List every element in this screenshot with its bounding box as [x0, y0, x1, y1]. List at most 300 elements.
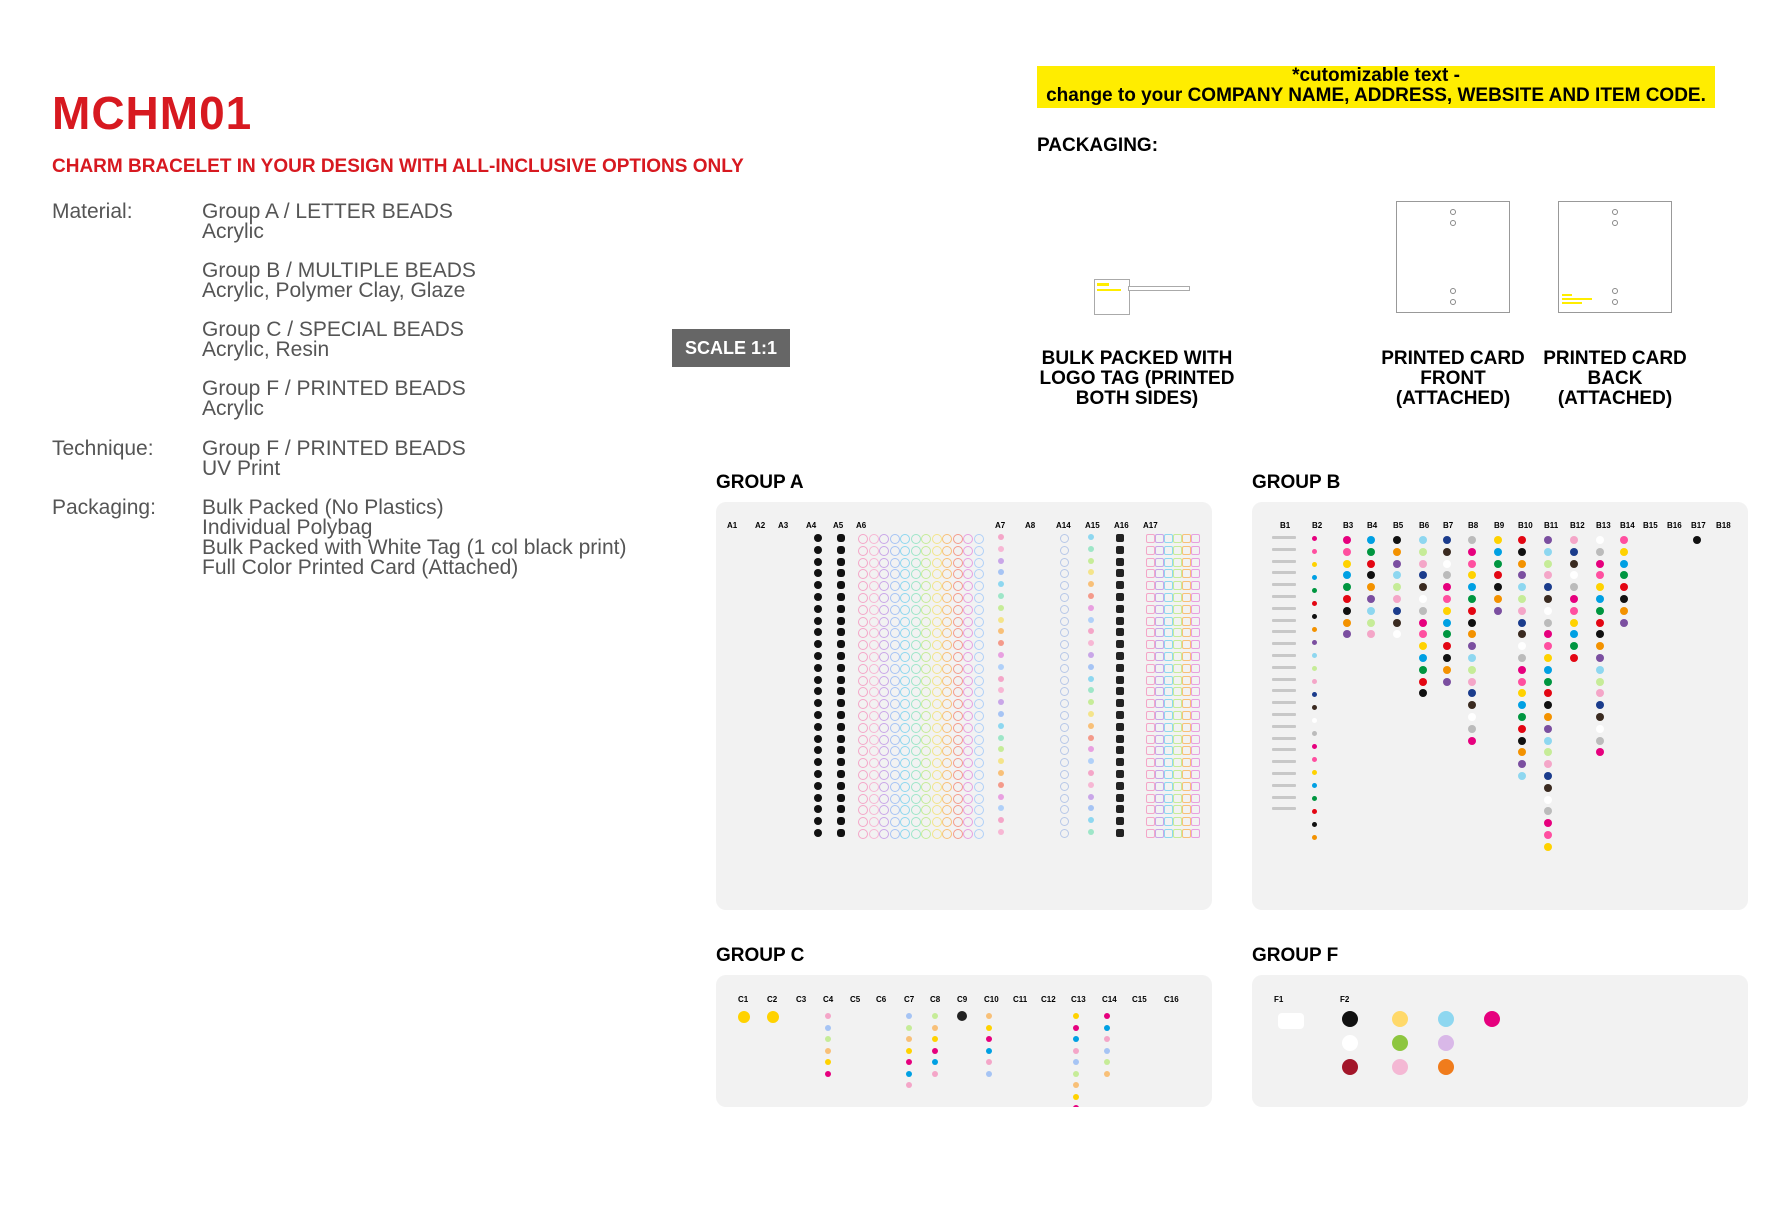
bead-swatch: [879, 640, 889, 650]
bead-swatch: [1155, 805, 1164, 814]
bead-swatch: [837, 805, 845, 813]
bead-swatch: [879, 534, 889, 544]
bead-swatch: [1173, 628, 1182, 637]
bead-swatch: [932, 794, 942, 804]
bead-swatch: [1146, 805, 1155, 814]
product-subtitle: CHARM BRACELET IN YOUR DESIGN WITH ALL-INCLUSIVE OPTIONS ONLY: [52, 156, 744, 177]
bead-swatch: [1155, 829, 1164, 838]
bead-swatch: [1272, 678, 1296, 681]
bead-swatch: [911, 534, 921, 544]
bead-swatch: [1182, 699, 1191, 708]
bead-swatch: [1443, 583, 1451, 591]
bead-swatch: [998, 581, 1004, 587]
column-header: C15: [1132, 995, 1147, 1004]
bead-swatch: [1468, 642, 1476, 650]
bead-swatch: [858, 829, 868, 839]
bead-swatch: [911, 735, 921, 745]
material-group-c-name: Group C / SPECIAL BEADS: [202, 318, 464, 341]
bead-swatch: [963, 817, 973, 827]
bead-swatch: [1620, 619, 1628, 627]
bead-swatch: [1518, 571, 1526, 579]
bead-swatch: [900, 794, 910, 804]
bead-swatch: [1182, 652, 1191, 661]
bead-swatch: [911, 758, 921, 768]
column-header: A8: [1025, 521, 1036, 530]
bead-swatch: [837, 558, 845, 566]
bead-swatch: [932, 782, 942, 792]
bead-swatch: [1312, 705, 1317, 710]
bead-swatch: [1544, 607, 1552, 615]
bead-swatch: [1173, 558, 1182, 567]
bead-swatch: [974, 735, 984, 745]
bead-swatch: [1060, 652, 1069, 661]
bead-swatch: [1060, 735, 1069, 744]
bead-swatch: [869, 782, 879, 792]
bead-swatch: [1518, 725, 1526, 733]
bead-swatch: [1544, 642, 1552, 650]
bead-swatch: [1191, 770, 1200, 779]
bead-swatch: [1367, 595, 1375, 603]
bead-swatch: [1164, 581, 1173, 590]
material-group-f: [202, 379, 466, 419]
bead-swatch: [1544, 571, 1552, 579]
bead-swatch: [1393, 619, 1401, 627]
logo-tag-illustration: [1094, 277, 1190, 315]
bead-swatch: [1312, 770, 1317, 775]
bead-swatch: [1088, 746, 1094, 752]
bead-swatch: [1620, 583, 1628, 591]
bead-swatch: [1073, 1059, 1079, 1065]
bead-swatch: [1073, 1036, 1079, 1042]
group-f-panel: [1252, 975, 1748, 1107]
bead-swatch: [900, 617, 910, 627]
bead-swatch: [1060, 664, 1069, 673]
bead-swatch: [814, 628, 822, 636]
bead-swatch: [1182, 794, 1191, 803]
bead-swatch: [942, 652, 952, 662]
bead-swatch: [986, 1036, 992, 1042]
bead-swatch: [911, 593, 921, 603]
printed-card-front: [1396, 201, 1510, 313]
bead-swatch: [900, 758, 910, 768]
bead-swatch: [1570, 571, 1578, 579]
bead-swatch: [1544, 713, 1552, 721]
bead-swatch: [1570, 654, 1578, 662]
bead-swatch: [1272, 583, 1296, 586]
material-group-c: [202, 320, 464, 360]
bead-swatch: [953, 593, 963, 603]
bead-swatch: [1596, 642, 1604, 650]
bead-swatch: [1570, 642, 1578, 650]
bead-swatch: [998, 758, 1004, 764]
bead-swatch: [1518, 666, 1526, 674]
bead-swatch: [921, 711, 931, 721]
card-print-mark: [1562, 294, 1572, 296]
bead-swatch: [1518, 630, 1526, 638]
bead-swatch: [911, 652, 921, 662]
bead-swatch: [869, 617, 879, 627]
bead-swatch: [1182, 676, 1191, 685]
column-header: A16: [1114, 521, 1129, 530]
bead-swatch: [869, 829, 879, 839]
bead-swatch: [825, 1059, 831, 1065]
bead-swatch: [1088, 546, 1094, 552]
bead-swatch: [1146, 794, 1155, 803]
bead-swatch: [998, 817, 1004, 823]
bead-swatch: [953, 817, 963, 827]
column-header: C16: [1164, 995, 1179, 1004]
bead-swatch: [1312, 757, 1317, 762]
bead-swatch: [1060, 711, 1069, 720]
bead-swatch: [1116, 746, 1124, 754]
bead-swatch: [1191, 605, 1200, 614]
bead-swatch: [1392, 1059, 1408, 1075]
bead-swatch: [1620, 595, 1628, 603]
bead-swatch: [1060, 581, 1069, 590]
card-hole: [1612, 288, 1618, 294]
bead-swatch: [1272, 630, 1296, 633]
bead-swatch: [1173, 640, 1182, 649]
bead-swatch: [1155, 770, 1164, 779]
bead-swatch: [921, 805, 931, 815]
bead-swatch: [1468, 619, 1476, 627]
bead-swatch: [1116, 605, 1124, 613]
bead-swatch: [837, 534, 845, 542]
bead-swatch: [1191, 817, 1200, 826]
bead-swatch: [1146, 652, 1155, 661]
bead-swatch: [974, 711, 984, 721]
bead-swatch: [814, 581, 822, 589]
column-header: C9: [957, 995, 968, 1004]
bead-swatch: [890, 581, 900, 591]
bead-swatch: [932, 1036, 938, 1042]
bead-swatch: [911, 546, 921, 556]
bead-swatch: [1367, 619, 1375, 627]
bead-swatch: [1164, 640, 1173, 649]
bead-swatch: [767, 1011, 779, 1023]
bead-swatch: [1419, 630, 1427, 638]
bead-swatch: [1272, 642, 1296, 645]
bead-swatch: [974, 617, 984, 627]
bead-swatch: [879, 546, 889, 556]
bead-swatch: [1468, 571, 1476, 579]
bead-swatch: [1173, 546, 1182, 555]
bead-swatch: [1468, 595, 1476, 603]
bead-swatch: [932, 640, 942, 650]
bead-swatch: [1544, 807, 1552, 815]
bead-swatch: [1116, 805, 1124, 813]
bead-swatch: [1088, 794, 1094, 800]
bead-swatch: [906, 1013, 912, 1019]
bead-swatch: [998, 652, 1004, 658]
bead-swatch: [900, 628, 910, 638]
bead-swatch: [1438, 1011, 1454, 1027]
bead-swatch: [942, 687, 952, 697]
bead-swatch: [974, 782, 984, 792]
bead-swatch: [963, 652, 973, 662]
bead-swatch: [932, 593, 942, 603]
bead-swatch: [906, 1059, 912, 1065]
bead-swatch: [1182, 805, 1191, 814]
bead-swatch: [1272, 595, 1296, 598]
bead-swatch: [963, 782, 973, 792]
bead-swatch: [953, 664, 963, 674]
bead-swatch: [1272, 701, 1296, 704]
bead-swatch: [1312, 796, 1317, 801]
bead-swatch: [1155, 794, 1164, 803]
bead-swatch: [1060, 534, 1069, 543]
bead-swatch: [1191, 699, 1200, 708]
bead-swatch: [1693, 536, 1701, 544]
bead-swatch: [1544, 796, 1552, 804]
bead-swatch: [1146, 558, 1155, 567]
bead-swatch: [814, 593, 822, 601]
bead-swatch: [858, 770, 868, 780]
bead-swatch: [1272, 571, 1296, 574]
bead-swatch: [1088, 640, 1094, 646]
card-hole: [1612, 209, 1618, 215]
bead-swatch: [879, 735, 889, 745]
bead-swatch: [921, 569, 931, 579]
bead-swatch: [986, 1013, 992, 1019]
bead-swatch: [900, 829, 910, 839]
bead-swatch: [1544, 831, 1552, 839]
technique-group: Group F / PRINTED BEADS: [202, 437, 466, 460]
bead-swatch: [1468, 583, 1476, 591]
bead-swatch: [890, 652, 900, 662]
material-group-b-name: Group B / MULTIPLE BEADS: [202, 259, 476, 282]
bead-swatch: [1393, 536, 1401, 544]
bead-swatch: [1272, 796, 1296, 799]
bead-swatch: [1272, 760, 1296, 763]
column-header: A6: [856, 521, 867, 530]
bead-swatch: [942, 770, 952, 780]
bead-swatch: [1173, 723, 1182, 732]
bead-swatch: [1182, 723, 1191, 732]
bead-swatch: [932, 687, 942, 697]
bead-swatch: [869, 581, 879, 591]
bead-swatch: [890, 723, 900, 733]
bead-swatch: [1088, 817, 1094, 823]
bead-swatch: [814, 711, 822, 719]
bead-swatch: [1116, 640, 1124, 648]
bead-swatch: [1182, 569, 1191, 578]
bead-swatch: [906, 1048, 912, 1054]
bead-swatch: [953, 676, 963, 686]
bead-swatch: [963, 581, 973, 591]
bead-swatch: [1088, 735, 1094, 741]
material-group-b: [202, 261, 476, 301]
bead-swatch: [1164, 687, 1173, 696]
bead-swatch: [963, 735, 973, 745]
bead-swatch: [1393, 560, 1401, 568]
bead-swatch: [869, 770, 879, 780]
packaging-list: [202, 498, 626, 578]
bead-swatch: [1443, 619, 1451, 627]
bead-swatch: [1073, 1013, 1079, 1019]
bead-swatch: [738, 1011, 750, 1023]
technique-label: Technique:: [52, 437, 154, 460]
bead-swatch: [814, 664, 822, 672]
bead-swatch: [1312, 601, 1317, 606]
bead-swatch: [921, 794, 931, 804]
bead-swatch: [869, 746, 879, 756]
bead-swatch: [953, 805, 963, 815]
bead-swatch: [953, 723, 963, 733]
bead-swatch: [1393, 630, 1401, 638]
bead-swatch: [1419, 666, 1427, 674]
bead-swatch: [906, 1082, 912, 1088]
bead-swatch: [1164, 569, 1173, 578]
bead-swatch: [911, 640, 921, 650]
bead-swatch: [825, 1036, 831, 1042]
bead-swatch: [1419, 548, 1427, 556]
bead-swatch: [837, 628, 845, 636]
bead-swatch: [1164, 593, 1173, 602]
bead-swatch: [1104, 1048, 1110, 1054]
bead-swatch: [911, 687, 921, 697]
bead-swatch: [1191, 617, 1200, 626]
bead-swatch: [1272, 807, 1296, 810]
bead-swatch: [1164, 652, 1173, 661]
bead-swatch: [900, 605, 910, 615]
bead-swatch: [1419, 642, 1427, 650]
bead-swatch: [1173, 687, 1182, 696]
bead-swatch: [1419, 595, 1427, 603]
bead-swatch: [911, 581, 921, 591]
bead-swatch: [1164, 758, 1173, 767]
bead-swatch: [1468, 701, 1476, 709]
bead-swatch: [1173, 735, 1182, 744]
bead-swatch: [1367, 548, 1375, 556]
bead-swatch: [998, 805, 1004, 811]
bead-swatch: [1146, 676, 1155, 685]
bead-swatch: [890, 687, 900, 697]
bead-swatch: [1518, 536, 1526, 544]
bead-swatch: [1060, 723, 1069, 732]
bead-swatch: [1494, 560, 1502, 568]
bead-swatch: [974, 640, 984, 650]
bead-swatch: [932, 711, 942, 721]
bead-swatch: [1116, 628, 1124, 636]
bead-swatch: [1146, 569, 1155, 578]
bead-swatch: [942, 628, 952, 638]
bead-swatch: [1620, 536, 1628, 544]
bead-swatch: [1164, 617, 1173, 626]
bead-swatch: [1116, 558, 1124, 566]
bead-swatch: [1544, 595, 1552, 603]
bead-swatch: [1182, 758, 1191, 767]
bead-swatch: [974, 758, 984, 768]
packaging-item: Bulk Packed with White Tag (1 col black print): [202, 536, 627, 559]
bead-swatch: [921, 593, 931, 603]
bead-swatch: [858, 664, 868, 674]
card-hole: [1450, 220, 1456, 226]
bead-swatch: [1596, 595, 1604, 603]
bead-swatch: [869, 699, 879, 709]
bead-swatch: [890, 617, 900, 627]
bead-swatch: [879, 676, 889, 686]
column-header: B15: [1643, 521, 1658, 530]
bead-swatch: [1518, 713, 1526, 721]
bead-swatch: [890, 676, 900, 686]
bead-swatch: [1182, 558, 1191, 567]
bead-swatch: [1146, 758, 1155, 767]
bead-swatch: [814, 676, 822, 684]
bead-swatch: [1116, 581, 1124, 589]
bead-swatch: [1468, 689, 1476, 697]
bead-swatch: [837, 817, 845, 825]
column-header: B4: [1367, 521, 1378, 530]
bead-swatch: [942, 746, 952, 756]
bead-swatch: [1191, 676, 1200, 685]
bead-swatch: [1088, 664, 1094, 670]
material-group-a-name: Group A / LETTER BEADS: [202, 200, 453, 223]
bead-swatch: [1088, 534, 1094, 540]
bead-swatch: [869, 546, 879, 556]
bead-swatch: [953, 534, 963, 544]
bead-swatch: [953, 829, 963, 839]
bead-swatch: [911, 676, 921, 686]
bead-swatch: [869, 794, 879, 804]
bead-swatch: [942, 699, 952, 709]
bead-swatch: [998, 770, 1004, 776]
bead-swatch: [814, 770, 822, 778]
packaging-option-card-front: PRINTED CARD FRONT (ATTACHED): [1381, 348, 1525, 409]
bead-swatch: [974, 794, 984, 804]
group-a-title: GROUP A: [716, 472, 804, 493]
bead-swatch: [1146, 829, 1155, 838]
bead-swatch: [1518, 737, 1526, 745]
bead-swatch: [869, 723, 879, 733]
bead-swatch: [1468, 666, 1476, 674]
bead-swatch: [858, 699, 868, 709]
bead-swatch: [974, 628, 984, 638]
bead-swatch: [879, 628, 889, 638]
bead-swatch: [1596, 689, 1604, 697]
bead-swatch: [1544, 666, 1552, 674]
bead-swatch: [890, 628, 900, 638]
bead-swatch: [814, 605, 822, 613]
packaging-item: Full Color Printed Card (Attached): [202, 556, 519, 579]
bead-swatch: [1191, 569, 1200, 578]
bead-swatch: [1088, 617, 1094, 623]
bead-swatch: [814, 558, 822, 566]
bead-swatch: [1146, 770, 1155, 779]
bead-swatch: [1173, 534, 1182, 543]
bead-swatch: [1518, 748, 1526, 756]
bead-swatch: [932, 1013, 938, 1019]
bead-swatch: [1570, 536, 1578, 544]
bead-swatch: [1191, 758, 1200, 767]
bead-swatch: [837, 735, 845, 743]
bead-swatch: [900, 581, 910, 591]
bead-swatch: [998, 794, 1004, 800]
bead-swatch: [1468, 630, 1476, 638]
bead-swatch: [932, 581, 942, 591]
bead-swatch: [1272, 772, 1296, 775]
bead-swatch: [837, 546, 845, 554]
bead-swatch: [1438, 1035, 1454, 1051]
bead-swatch: [890, 735, 900, 745]
bead-swatch: [869, 758, 879, 768]
bead-swatch: [837, 711, 845, 719]
bead-swatch: [1155, 723, 1164, 732]
bead-swatch: [1570, 607, 1578, 615]
bead-swatch: [942, 581, 952, 591]
bead-swatch: [998, 782, 1004, 788]
bead-swatch: [1272, 748, 1296, 751]
